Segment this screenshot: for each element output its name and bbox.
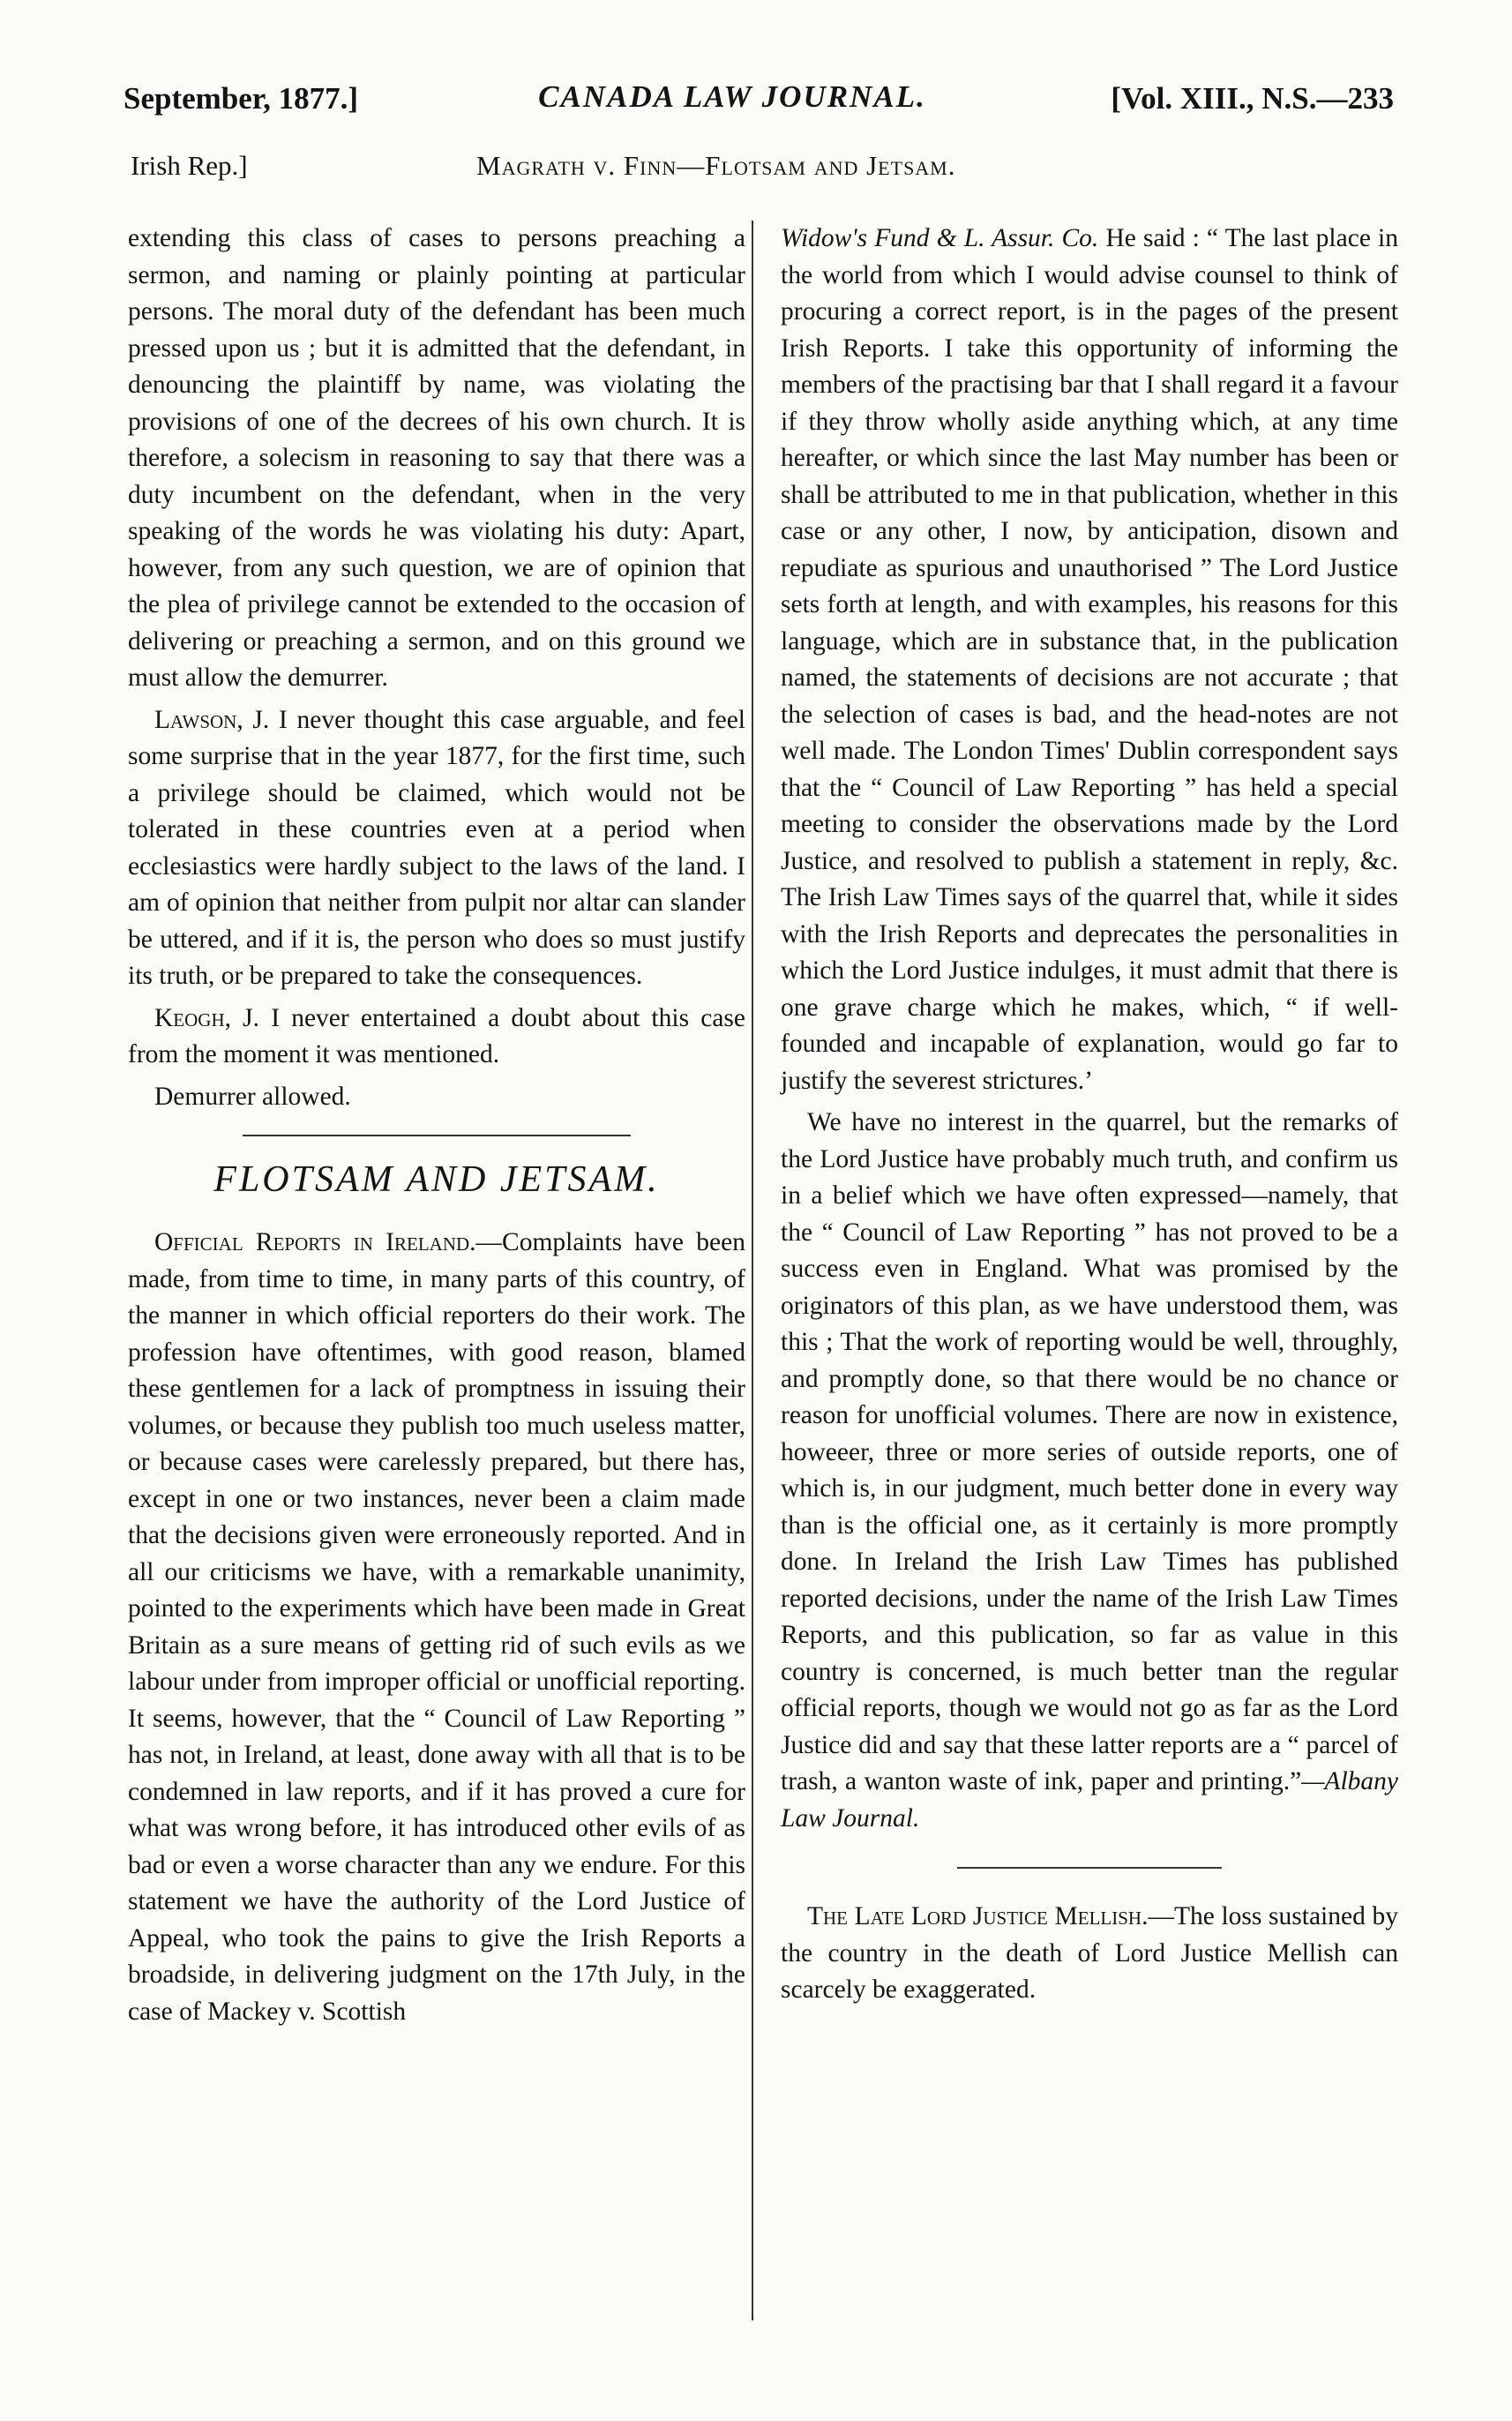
paragraph-text: He said : “ The last place in the world from which I would advise counsel to think of procuring a correct report, is in the pages of the present Irish Reports. I take this opportunity of informing the members of the practising bar that I shall regard it a favour if they throw wholly aside anything which, at any time hereafter, or which since the last May number has been or shall be attributed to me in that publication, whether in this case or any other, I now, by anticipation, disown and repudiate as spurious and unauthorised ” The Lord Justice sets forth at length, and with examples, his reasons for this language, which are in substance that, in the publication named, the statements of decisions are not accurate ; that the selection of cases is bad, and the head-notes are not well made. The London Times' Dublin correspondent says that the “ Council of Law Reporting ” has held a special meeting to consider the observations made by the Lord Justice, and resolved to publish a statement in reply, &c. The Irish Law Times says of the quarrel that, while it sides with the Irish Reports and deprecates the personalities in which the Lord Justice indulges, it must admit that there is one grave charge which he makes, which, “ if well-founded and incapable of explanation, would go far to justify the severest strictures.’ [781,224,1398,1095]
paragraph-heading: Official Reports in Ireland. [154,1228,476,1256]
paragraph [781,221,1398,1099]
paragraph [781,1899,1398,2009]
running-header [124,81,1394,120]
paragraph-text: We have no interest in the quarrel, but the remarks of the Lord Justice have probably much truth, and confirm us in a belief which we have often expressed—namely, that the “ Council of Law Reporting ” has not proved to be a success even in England. What was promised by the originators of this plan, as we have understood them, was this ; That the work of reporting would be well, throughly, and promptly done, so that there would be no chance or reason for unofficial volumes. There are now in existence, howeeer, three or more series of outside reports, one of which is, in our judgment, much better done in every way than is the official one, as it certainly is more promptly done. In Ireland the Irish Law Times has published reported decisions, under the name of the Irish Law Times Reports, and this publication, so far as value in this country is concerned, is much better tnan the regular official reports, though we would not go as far as the Lord Justice did and say that these latter reports are a “ parcel of trash, a wanton waste of ink, paper and printing.” [781,1108,1398,1795]
section-title: FLOTSAM AND JETSAM. [213,1159,660,1200]
paragraph [781,1105,1398,1837]
paragraph-text: I never entertained a doubt about this case from the moment it was mentioned. [128,1003,745,1068]
paragraph [128,1001,745,1074]
left-column [128,221,745,2035]
paragraph-text: I never thought this case arguable, and feel some surprise that in the year 1877, for the first time, such a privilege should be claimed, which would not be tolerated in these countries even at a period when ecclesiastics were hardly subject to the laws of the land. I am of opinion that neither from pulpit nor altar can slander be uttered, and if it is, the person who does so must justify its truth, or be prepared to take the consequences. [128,705,745,990]
subheader-title: Magrath v. Finn—Flotsam and Jetsam. [476,150,956,181]
case-name: Widow's Fund & L. Assur. Co. [781,224,1099,252]
paragraph-heading: The Late Lord Justice Mellish. [807,1902,1149,1930]
divider [243,1135,631,1136]
paragraph-text: —Complaints have been made, from time to time, in many parts of this country, of the manner in which official reporters do their work. The profession have oftentimes, with good reason, blamed these gentlemen for a lack of promptness in issuing their volumes, or because they publish too much useless matter, or because cases were carelessly prepared, but there has, except in one or two instances, never been a claim made that the decisions given were erroneously reported. And in all our criticisms we have, with a remarkable unanimity, pointed to the experiments which have been made in Great Britain as a sure means of getting rid of such evils as we labour under from improper official or unofficial reporting. It seems, however, that the “ Council of Law Reporting ” has not, in Ireland, at least, done away with all that is to be condemned in law reports, and if it has proved a cure for what was wrong before, it has introduced other evils of as bad or even a worse character than any we endure. For this statement we have the authority of the Lord Justice of Appeal, who took the pains to give the Irish Reports a broadside, in delivering judgment on the 17th July, in the case of Mackey v. Scottish [128,1228,745,2026]
judge-name: Keogh, J. [154,1003,260,1032]
paragraph-text: —The loss sustained by the country in the death of Lord Justice Mellish can scarcely be exaggerated. [781,1902,1399,2004]
judge-name: Lawson, J. [154,705,270,734]
header-journal-title: CANADA LAW JOURNAL. [538,79,926,114]
source-citation: —Albany Law Journal. [781,1767,1398,1833]
divider [957,1867,1222,1869]
paragraph [128,1225,745,2030]
header-date: September, 1877.] [124,81,359,116]
right-column [781,221,1398,2014]
paragraph: extending this class of cases to persons preaching a sermon, and naming or plainly pointing at particular persons. The moral duty of the defendant has been much pressed upon us ; but it is admitted that the defendant, in denouncing the plaintiff by name, was violating the provisions of one of the decrees of his own church. It is therefore, a solecism in reasoning to say that there was a duty incumbent on the defendant, when in the very speaking of the words he was violating his duty: Apart, however, from any such question, we are of opinion that the plea of privilege cannot be extended to the occasion of delivering or preaching a sermon, and on this ground we must allow the demurrer. [128,224,745,692]
header-volume: [Vol. XIII., N.S.—233 [1111,81,1394,116]
paragraph [128,702,745,995]
paragraph: Demurrer allowed. [154,1082,351,1111]
column-divider [752,221,753,2320]
subheader-section: Irish Rep.] [131,150,248,181]
running-subheader [124,150,1394,185]
